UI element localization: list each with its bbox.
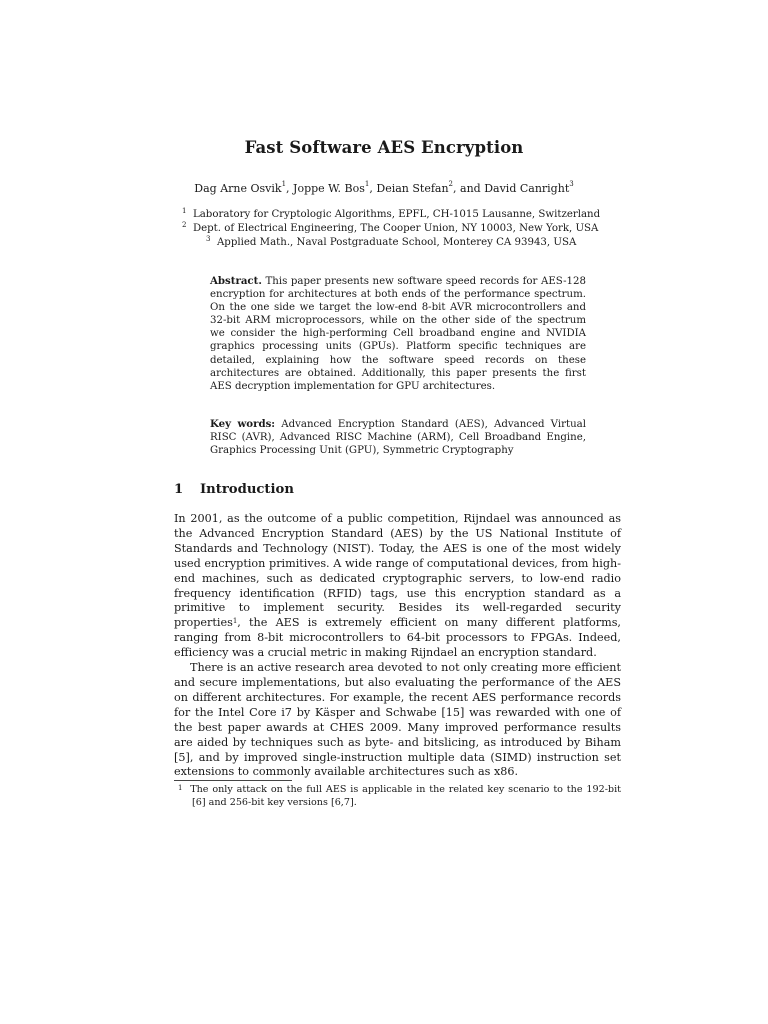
author-name: Dag Arne Osvik (194, 182, 282, 195)
affiliation-item (206, 237, 576, 248)
author-separator: , (286, 182, 294, 195)
paragraph (174, 512, 621, 661)
paragraph-text: In 2001, as the outcome of a public competition, Rijndael was announced as the Advanced Encryption Standard (AES) by the US National Institute of Standards and Technology (NIST). Today, the AES is one of the most widely used encryption primitives. A wide range of computational devices, from high-end machines, such as dedicated cryptographic servers, to low-end radio frequency identification (RFID) tags, use this encryption standard as a primitive to implement security. Besides its well-regarded security properties (174, 512, 621, 630)
author-list (0, 182, 768, 195)
author-separator: , (369, 182, 377, 195)
footnote (174, 784, 621, 809)
author-name: Joppe W. Bos (293, 182, 365, 195)
affiliation-mark: 1 (182, 207, 187, 215)
footnote-text: The only attack on the full AES is applicable in the related key scenario to the 192-bit [6] and 256-bit key versions [6,7]. (190, 784, 621, 808)
paragraph: There is an active research area devoted to not only creating more efficient and secure implementations, but also evaluating the performance of the AES on different architectures. For example, the recent AES performance records for the Intel Core i7 by Käsper and Schwabe [15] was rewarded with one of the best paper awards at CHES 2009. Many improved performance results are aided by techniques such as byte- and bitslicing, as introduced by Biham [5], and by improved single-instruction multiple data (SIMD) instruction set extensions to commonly available architectures such as x86. (174, 661, 621, 779)
author-affiliation-mark: 3 (569, 180, 574, 188)
affiliation-mark: 2 (182, 221, 187, 229)
footnote-divider (174, 780, 292, 781)
footnote-reference[interactable]: 1 (232, 617, 238, 626)
section-title: Introduction (200, 482, 294, 497)
abstract (210, 275, 586, 393)
keywords (210, 418, 586, 457)
affiliation-text: Applied Math., Naval Postgraduate School, Monterey CA 93943, USA (216, 237, 577, 248)
affiliation-item (182, 223, 598, 234)
author-affiliation-mark: 1 (281, 180, 287, 188)
affiliation-item (182, 209, 600, 220)
author-name: Deian Stefan (376, 182, 449, 195)
keywords-label: Key words: (210, 418, 276, 430)
affiliation-text: Laboratory for Cryptologic Algorithms, EPFL, CH-1015 Lausanne, Switzerland (192, 209, 601, 220)
footnote-mark: 1 (178, 784, 183, 792)
abstract-label: Abstract. (210, 275, 262, 287)
keywords-text: Advanced Encryption Standard (AES), Advanced Virtual RISC (AVR), Advanced RISC Machine (ARM), Cell Broadband Engine, Graphics Processing Unit (GPU), Symmetric Cryptography (210, 419, 586, 457)
paper-title: Fast Software AES Encryption (244, 138, 524, 157)
author-affiliation-mark: 1 (364, 180, 370, 188)
paragraph-text: , the AES is extremely efficient on many different platforms, ranging from 8-bit microcontrollers to 64-bit processors to FPGAs. Indeed, efficiency was a crucial metric in making Rijndael an encryption standard. (174, 616, 621, 660)
author-separator: , and (453, 182, 485, 195)
author-affiliation-mark: 2 (448, 180, 454, 188)
affiliation-text: Dept. of Electrical Engineering, The Cooper Union, NY 10003, New York, USA (192, 223, 599, 234)
author-name: David Canright (484, 182, 570, 195)
abstract-text: This paper presents new software speed records for AES-128 encryption for architectures at both ends of the performance spectrum. On the one side we target the low-end 8-bit AVR microcontrollers and 32-bit ARM microprocessors, while on the other side of the spectrum we consider the high-performing Cell broadband engine and NVIDIA graphics processing units (GPUs). Platform specific techniques are detailed, explaining how the software speed records on these architectures are obtained. Additionally, this paper presents the first AES decryption implementation for GPU architectures. (210, 276, 587, 392)
section-body (174, 512, 621, 780)
section-heading (174, 482, 294, 497)
section-number: 1 (174, 482, 184, 497)
affiliation-mark: 3 (206, 235, 211, 243)
